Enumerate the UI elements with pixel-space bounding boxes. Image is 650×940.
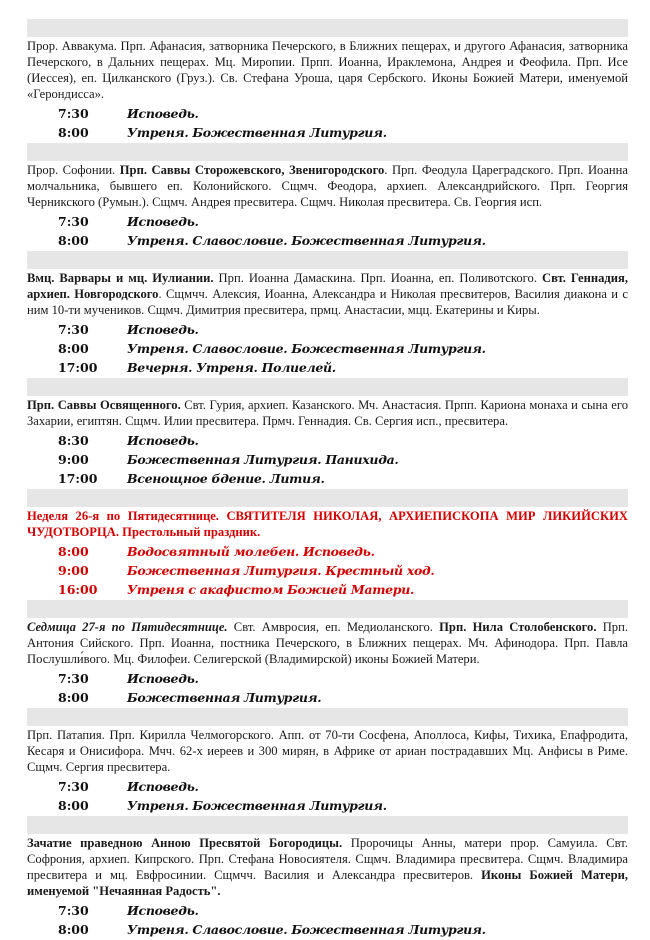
service-time: 16:00 [58, 582, 98, 597]
day-block [27, 816, 628, 939]
service-row [27, 469, 628, 488]
services-list [27, 431, 628, 488]
saints-commemoration [27, 619, 628, 667]
day-header [27, 143, 628, 161]
service-time: 17:00 [58, 471, 98, 486]
service-name: Водосвятный молебен. Исповедь. [127, 544, 375, 559]
service-name: Исповедь. [127, 322, 199, 337]
day-header [27, 816, 628, 834]
service-name: Исповедь. [127, 214, 199, 229]
saints-commemoration [27, 162, 628, 210]
saints-segment: Прп. Антония Сийского. Прп. Иоанна, постника Печерского, в Ближних пещерах. Мч. Афинодора. Прп. Павла Послушли́вого. Мц. Филофеи. Селигерской (Владимирской) иконы Божией Матери. [27, 620, 628, 666]
saints-segment: Свт. Амвросия, еп. Медиоланского. [227, 620, 440, 634]
service-row [27, 688, 628, 707]
services-list [27, 320, 628, 377]
day-header [27, 489, 628, 507]
service-time: 17:00 [58, 360, 98, 375]
services-list [27, 542, 628, 599]
day-block [27, 19, 628, 142]
service-time: 8:00 [58, 125, 89, 140]
day-block [27, 143, 628, 250]
service-name: Божественная Литургия. [127, 690, 322, 705]
saints-segment: Пророчицы Анны, матери прор. Самуила. Свт. Софрония, архиеп. Кипрского. Прп. Стефана Новосиятеля. Сщмч. Владимира пресвитера. Сщмч. Владимира пресвитера и мц. Евфросинии. Сщмчч. Василия и Александра пресвитеров. [27, 836, 628, 882]
service-time: 9:00 [58, 452, 89, 467]
services-list [27, 104, 628, 142]
day-block [27, 378, 628, 488]
service-name: Утреня. Божественная Литургия. [127, 125, 387, 140]
saints-segment: Зачатие праведною Анною Пресвятой Богородицы. [27, 836, 343, 850]
day-header [27, 251, 628, 269]
saints-segment: Седмица 27-я по Пятидесятнице. [27, 620, 228, 634]
saints-segment: Прп. Саввы Сторожевского, Звенигородского [119, 163, 385, 177]
day-header [27, 600, 628, 618]
service-time: 8:00 [58, 233, 89, 248]
service-name: Исповедь. [127, 433, 199, 448]
service-row [27, 542, 628, 561]
service-row [27, 339, 628, 358]
services-list [27, 901, 628, 939]
service-time: 8:00 [58, 341, 89, 356]
service-name: Исповедь. [127, 903, 199, 918]
saints-segment: Неделя 26-я по Пятидесятнице. СВЯТИТЕЛЯ НИКОЛАЯ, АРХИЕПИСКОПА МИР ЛИКИЙСКИХ ЧУДОТВОРЦА. Престольный праздник. [27, 509, 628, 539]
service-name: Вечерня. Утреня. Полиелей. [127, 360, 336, 375]
service-row [27, 796, 628, 815]
service-time: 7:30 [58, 903, 89, 918]
service-row [27, 104, 628, 123]
services-list [27, 777, 628, 815]
service-time: 9:00 [58, 563, 89, 578]
service-time: 7:30 [58, 779, 89, 794]
saints-segment: Свт. Гурия, архиеп. Казанского. Мч. Анастасия. Прпп. Кариона монаха и сына его Захарии, египтян. Сщмч. Илии пресвитера. Прмч. Геннадия. Св. Сергия исп., пресвитера. [27, 398, 629, 428]
service-name: Исповедь. [127, 106, 199, 121]
service-name: Исповедь. [127, 671, 199, 686]
saints-commemoration [27, 397, 628, 429]
service-row [27, 901, 628, 920]
day-block [27, 251, 628, 377]
schedule-page [27, 19, 628, 940]
service-time: 8:00 [58, 798, 89, 813]
day-block [27, 600, 628, 707]
services-list [27, 212, 628, 250]
saints-segment: . Сщмчч. Алексия, Иоанна, Александра и Николая пресвитеров, Василия диакона и с ним 10-ти мучеников. Сщмч. Димитрия пресвитера, прмц. Анастасии, мцц. Екатерины и Киры. [27, 287, 628, 317]
service-time: 8:30 [58, 433, 89, 448]
service-name: Утреня с акафистом Божией Матери. [127, 582, 415, 597]
service-time: 7:30 [58, 106, 89, 121]
day-header [27, 378, 628, 396]
service-name: Божественная Литургия. Крестный ход. [127, 563, 435, 578]
service-row [27, 669, 628, 688]
service-row [27, 777, 628, 796]
service-time: 7:30 [58, 214, 89, 229]
saints-commemoration [27, 727, 628, 775]
service-name: Исповедь. [127, 779, 199, 794]
service-name: Утреня. Божественная Литургия. [127, 798, 387, 813]
saints-commemoration [27, 835, 628, 899]
service-name: Всенощное бдение. Лития. [127, 471, 325, 486]
service-time: 8:00 [58, 922, 89, 937]
service-row [27, 123, 628, 142]
saints-commemoration [27, 38, 628, 102]
service-time: 7:30 [58, 322, 89, 337]
saints-segment: Вмц. Варвары и мц. Иулиании. [27, 271, 214, 285]
service-name: Утреня. Славословие. Божественная Литургия. [127, 341, 486, 356]
day-header [27, 708, 628, 726]
saints-segment: Прп. Патапия. Прп. Кирилла Челмогорского. Апп. от 70-ти Сосфена, Аполлоса, Кифы, Тихика, Епафродита, Кесаря и Онисифора. Мчч. 62-х иереев и 300 мирян, в Африке от ариан пострадавших Мц. Анфисы в Риме. Сщмч. Сергия пресвитера. [27, 728, 628, 774]
service-row [27, 431, 628, 450]
service-row [27, 358, 628, 377]
service-row [27, 212, 628, 231]
service-row [27, 231, 628, 250]
service-row [27, 320, 628, 339]
saints-segment: Прор. Софонии. [27, 163, 120, 177]
service-row [27, 450, 628, 469]
day-block [27, 489, 628, 599]
service-row [27, 920, 628, 939]
services-list [27, 669, 628, 707]
saints-commemoration [27, 270, 628, 318]
service-row [27, 561, 628, 580]
service-name: Утреня. Славословие. Божественная Литургия. [127, 233, 486, 248]
saints-segment: Прп. Иоанна Дамаскина. Прп. Иоанна, еп. Поливотского. [213, 271, 542, 285]
saints-segment: Прп. Саввы Освященного. [27, 398, 181, 412]
day-block [27, 708, 628, 815]
saints-segment: Прп. Нила Столобенского. [439, 620, 597, 634]
service-time: 7:30 [58, 671, 89, 686]
service-row [27, 580, 628, 599]
saints-commemoration [27, 508, 628, 540]
day-header [27, 19, 628, 37]
saints-segment: Прор. Аввакума. Прп. Афанасия, затворника Печерского, в Ближних пещерах, и другого Афанасия, затворника Печерского, в Дальних пещерах. Мц. Миропии. Прпп. Иоанна, Ираклемона, Андрея и Феофила. Прп. Исе (Иессея), еп. Цилканского (Груз.). Св. Стефана Уроша, царя Сербского. Иконы Божией Матери, именуемой «Герондисса». [27, 39, 628, 101]
service-time: 8:00 [58, 690, 89, 705]
service-name: Божественная Литургия. Панихида. [127, 452, 399, 467]
service-time: 8:00 [58, 544, 89, 559]
saints-segment: Свт. Геннадия, архиеп. Новгородского [27, 271, 628, 301]
saints-segment: Иконы Божией Матери, именуемой "Нечаянная Радость". [27, 868, 629, 898]
service-name: Утреня. Славословие. Божественная Литургия. [127, 922, 486, 937]
saints-segment: . Прп. Феодула Цареградского. Прп. Иоанна молчальника, бывшего еп. Колонийского. Сщмч. Феодора, архиеп. Александрийского. Прп. Георгия Черникского (Румын.). Сщмч. Андрея пресвитера. Сщмч. Николая пресвитера. Св. Георгия исп. [27, 163, 628, 209]
